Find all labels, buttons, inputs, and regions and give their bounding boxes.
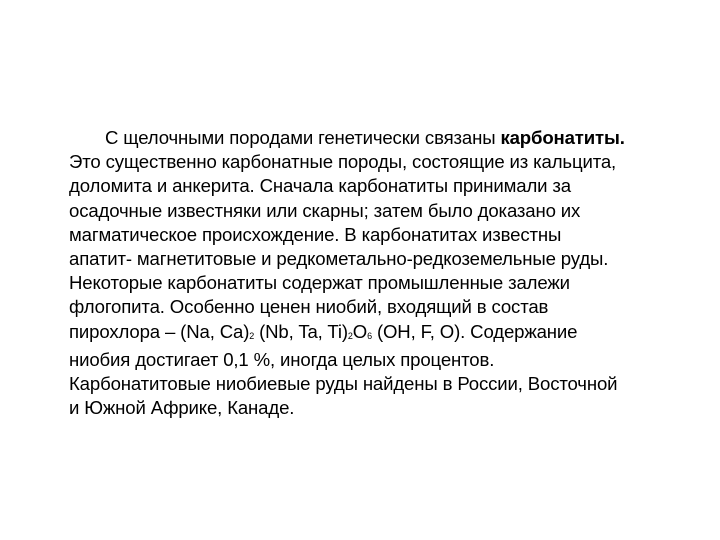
- text-line: Это существенно карбонатные породы, состоящие из кальцита,: [69, 151, 617, 173]
- subscript: 2: [249, 330, 255, 341]
- text-line: апатит- магнетитовые и редкометально-редкоземельные руды.: [69, 248, 609, 270]
- highlighted-term: карбонатиты.: [500, 127, 625, 148]
- text-line: магматическое происхождение. В карбонатитах известны: [69, 223, 562, 245]
- formula-middle: (Nb, Ta, Ti): [254, 320, 348, 342]
- text-line: доломита и анкерита. Сначала карбонатиты принимали за: [69, 175, 571, 197]
- formula-oxygen: O: [352, 320, 368, 342]
- body-text: [69, 126, 689, 420]
- subscript: 6: [367, 330, 372, 341]
- subscript: 2: [347, 330, 353, 341]
- text-line: [69, 126, 689, 150]
- text-line: флогопита. Особенно ценен ниобий, входящий в состав: [69, 296, 549, 318]
- text-line: и Южной Африке, Канаде.: [69, 397, 295, 419]
- formula-prefix: пирохлора – (Na, Ca): [69, 320, 250, 342]
- formula-suffix: (OH, F, O). Содержание: [371, 320, 578, 342]
- text-line: Некоторые карбонатиты содержат промышленные залежи: [69, 272, 570, 294]
- text-line: Карбонатитовые ниобиевые руды найдены в России, Восточной: [69, 373, 618, 395]
- text-line: осадочные известняки или скарны; затем было доказано их: [69, 199, 581, 221]
- intro-text: С щелочными породами генетически связаны: [105, 127, 501, 148]
- formula-line: [69, 320, 689, 348]
- text-line: ниобия достигает 0,1 %, иногда целых процентов.: [69, 348, 495, 370]
